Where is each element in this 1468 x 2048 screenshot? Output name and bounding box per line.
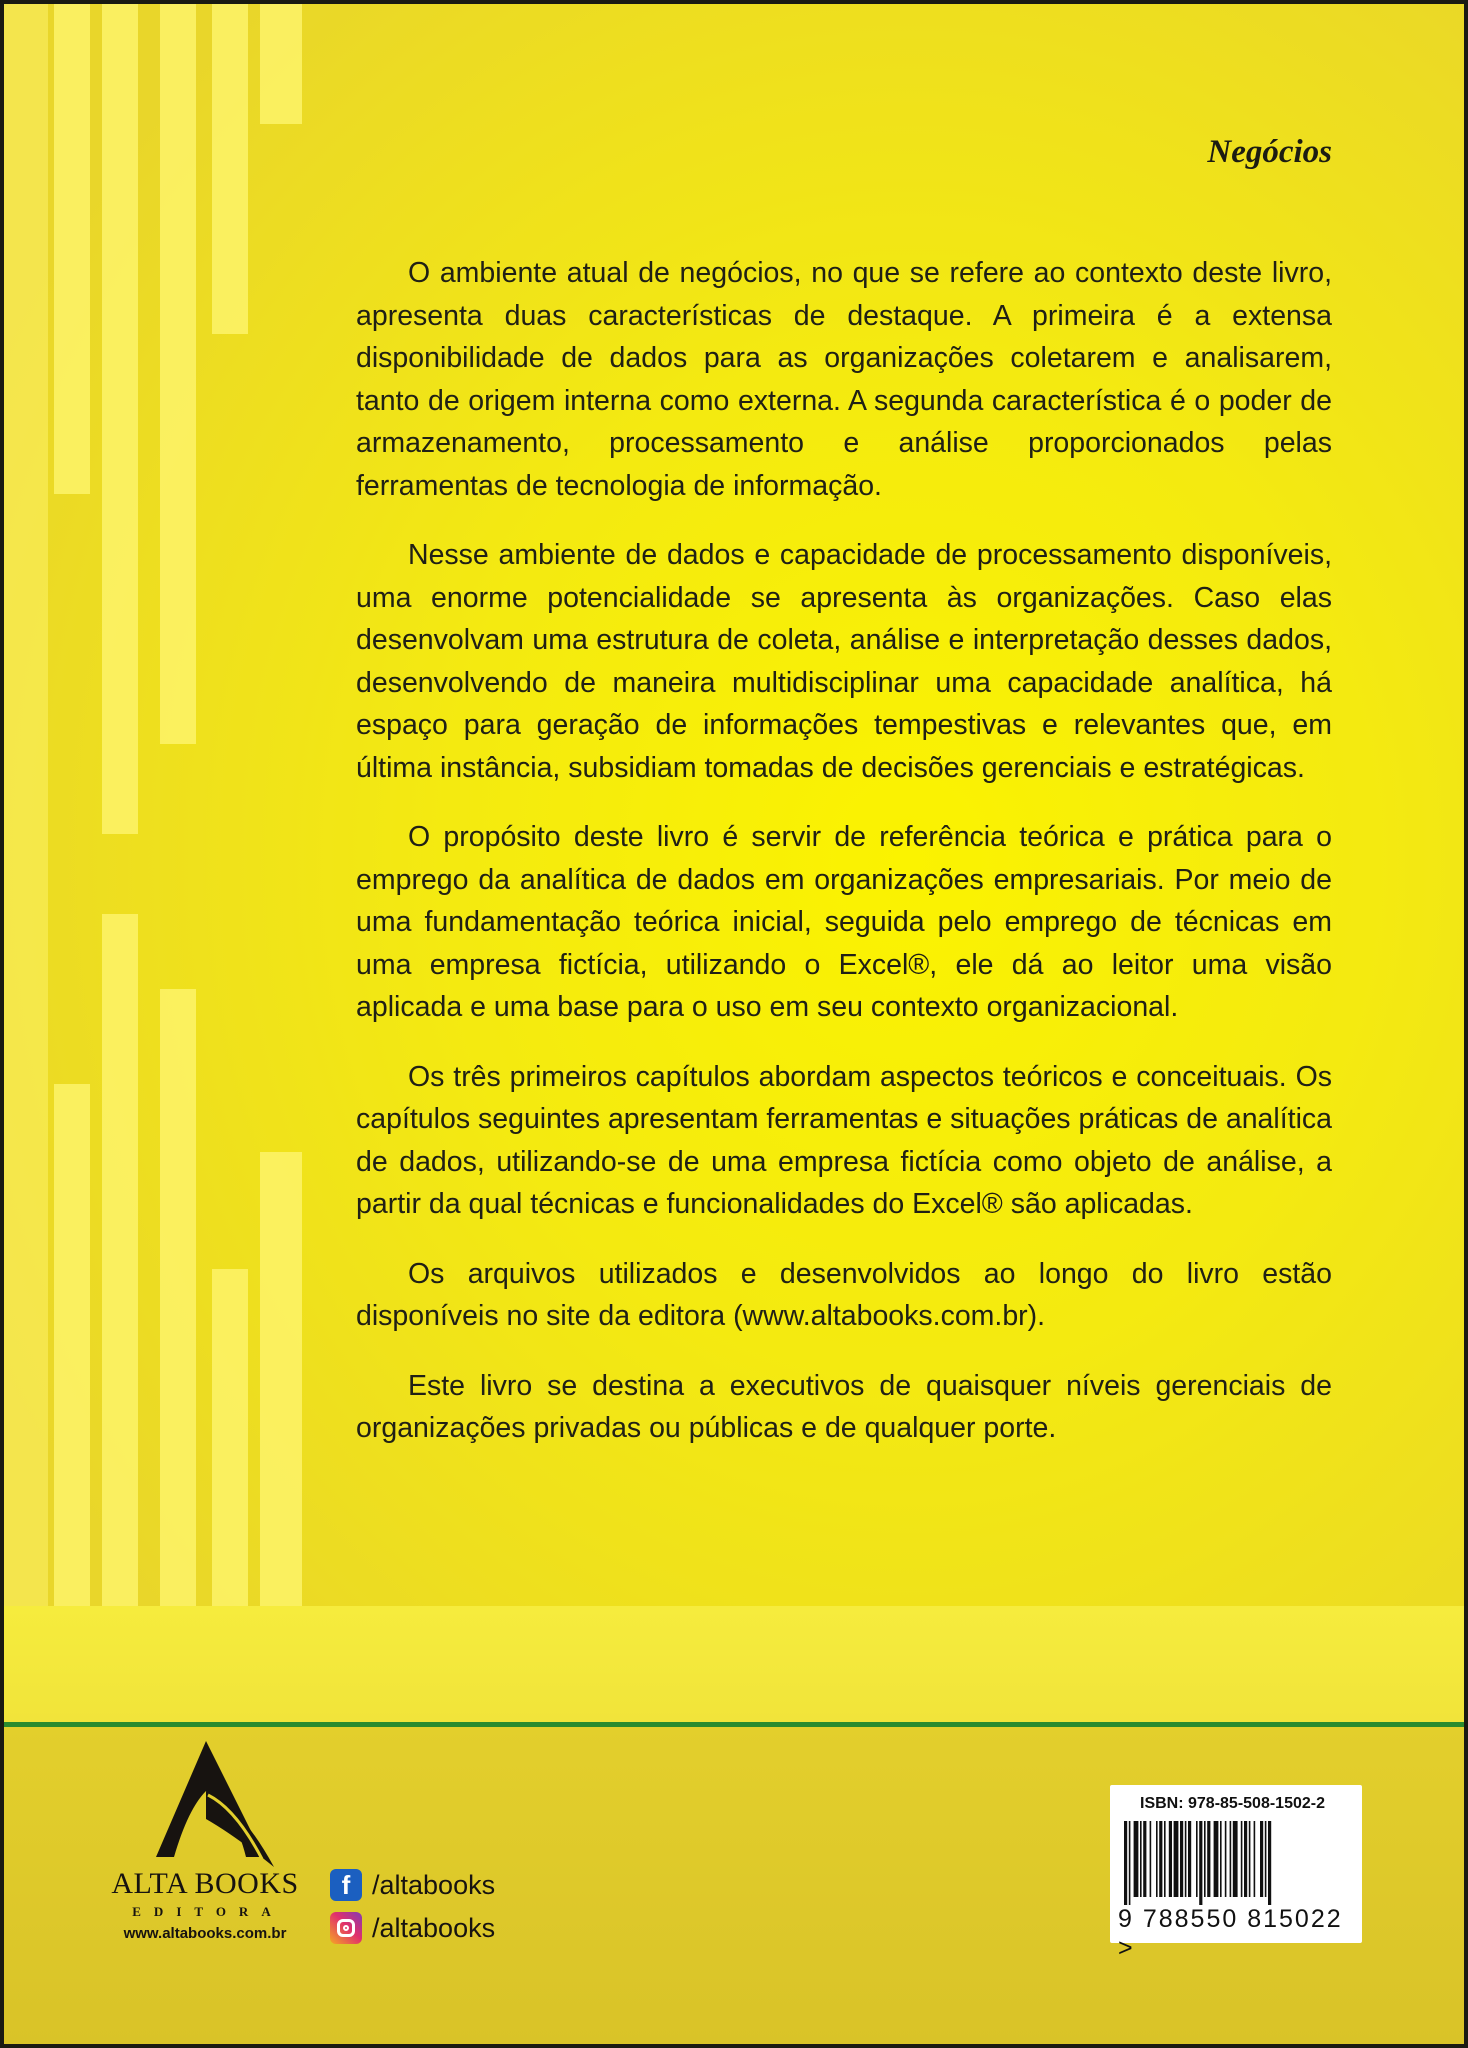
genre-label: Negócios (1207, 134, 1332, 170)
publisher-name: ALTA BOOKS (111, 1867, 299, 1900)
blurb (356, 252, 1332, 1477)
barcode-bar (1156, 1821, 1158, 1897)
instagram-icon (330, 1912, 362, 1944)
facebook-icon: f (330, 1869, 362, 1901)
barcode-bar (1244, 1821, 1247, 1897)
barcode-bar (1188, 1821, 1191, 1897)
blurb-paragraph: Os três primeiros capítulos abordam aspectos teóricos e conceituais. Os capítulos seguintes apresentam ferramentas e situações práticas de analítica de dados, utilizando-se de uma empresa fictícia como objeto de análise, a partir da qual técnicas e funcionalidades do Excel® são aplicadas. (356, 1060, 1332, 1220)
barcode-bar (1220, 1821, 1222, 1897)
isbn-digits: 9 788550 815022 > (1118, 1905, 1343, 1962)
blurb-paragraph: O propósito deste livro é servir de referência teórica e prática para o emprego da analítica de dados em organizações empresariais. Por meio de uma fundamentação teórica inicial, seguida pelo emprego de técnicas em uma empresa fictícia, utilizando o Excel®, ele dá ao leitor uma visão aplicada e uma base para o uso em seu contexto organizacional. (356, 821, 1332, 1023)
barcode-bar (1254, 1821, 1256, 1897)
barcode-bar (1150, 1821, 1152, 1897)
blurb-paragraph: Nesse ambiente de dados e capacidade de processamento disponíveis, uma enorme potencialidade se apresenta às organizações. Caso elas desenvolvam uma estrutura de coleta, análise e interpretação desses dados, desenvolvendo de maneira multidisciplinar uma capacidade analítica, há espaço para geração de informações tempestivas e relevantes que, em última instância, subsidiam tomadas de decisões gerenciais e estratégicas. (356, 539, 1332, 784)
blurb-paragraph: Este livro se destina a executivos de quaisquer níveis gerenciais de organizações privadas ou públicas e de qualquer porte. (356, 1369, 1332, 1444)
barcode-bar (1124, 1821, 1127, 1905)
barcode-bar (1214, 1821, 1219, 1897)
instagram-handle: /altabooks (372, 1912, 496, 1943)
lower-light-band (4, 1606, 1464, 1723)
barcode-bar (1207, 1821, 1210, 1897)
barcode-bar (1260, 1821, 1263, 1897)
barcode-bar (1230, 1821, 1232, 1897)
barcode-icon (1120, 1821, 1350, 1905)
facebook-link[interactable] (330, 1869, 495, 1901)
barcode-bar (1241, 1821, 1243, 1897)
barcode-bar (1233, 1821, 1238, 1897)
barcode-bar (1164, 1821, 1166, 1897)
barcode-bar (1268, 1821, 1271, 1905)
barcode-bar (1134, 1821, 1139, 1897)
blurb-paragraph: Os arquivos utilizados e desenvolvidos ao longo do livro estão disponíveis no site da editora (www.altabooks.com.br). (356, 1257, 1332, 1332)
barcode-bar (1249, 1821, 1251, 1897)
isbn-barcode-box (1110, 1785, 1362, 1962)
barcode-bar (1196, 1821, 1198, 1897)
blurb-paragraph: O ambiente atual de negócios, no que se refere ao contexto deste livro, apresenta duas características de destaque. A primeira é a extensa disponibilidade de dados para as organizações coletarem e analisarem, tanto de origem interna como externa. A segunda característica é o poder de armazenamento, processamento e análise proporcionados pelas ferramentas de tecnologia de informação. (356, 257, 1332, 502)
barcode-bar (1169, 1821, 1172, 1897)
barcode-bar (1204, 1821, 1206, 1897)
barcode-bar (1174, 1821, 1179, 1897)
barcode-bar (1129, 1821, 1131, 1905)
facebook-handle: /altabooks (372, 1869, 496, 1900)
isbn-label: ISBN: 978-85-508-1502-2 (1140, 1795, 1325, 1812)
publisher-imprint: EDITORA (132, 1904, 284, 1919)
barcode-bar (1143, 1821, 1146, 1897)
alta-books-logo-icon (114, 1739, 314, 1879)
barcode-bar (1180, 1821, 1183, 1897)
instagram-link[interactable] (330, 1912, 495, 1944)
barcode-bar (1225, 1821, 1227, 1897)
publisher-website: www.altabooks.com.br (123, 1925, 287, 1942)
barcode-bar (1199, 1821, 1202, 1905)
back-cover (4, 4, 1464, 2044)
barcode-bar (1140, 1821, 1142, 1897)
barcode-bar (1265, 1821, 1267, 1897)
barcode-bar (1185, 1821, 1187, 1897)
barcode-bar (1159, 1821, 1162, 1897)
